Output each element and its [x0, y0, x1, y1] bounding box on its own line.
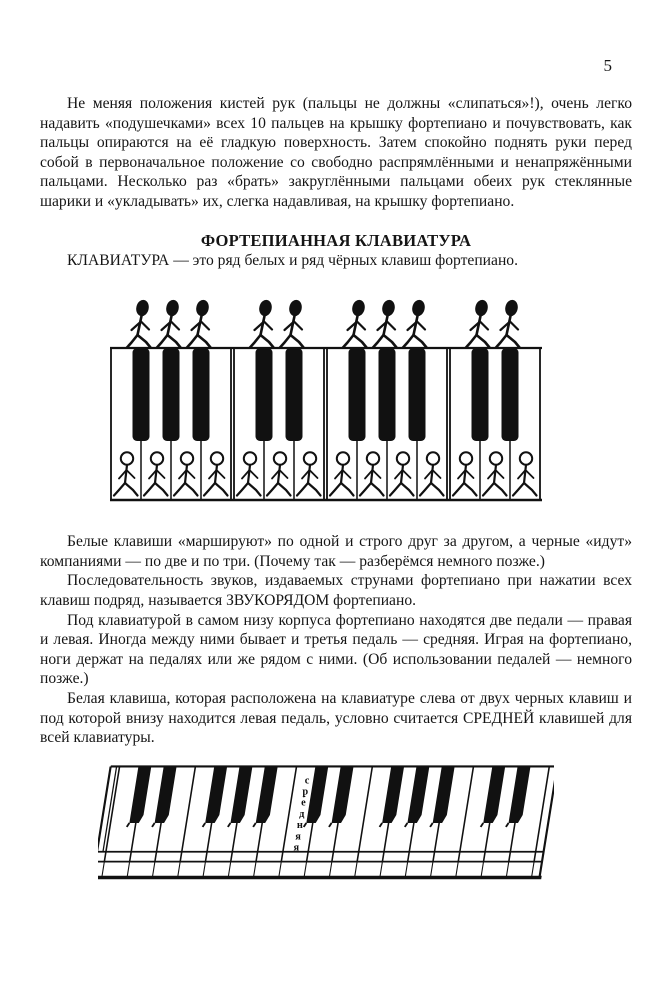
body-paragraph-middle-key: Белая клавиша, которая расположена на клавиатуре слева от двух черных клавиш и под которой внизу находится левая педаль, условно считается СРЕДНЕЙ клавишей для всей клавиатуры. [40, 689, 632, 747]
middle-key-keyboard-illustration [98, 752, 554, 885]
key-support-line [380, 861, 383, 877]
black-key [349, 348, 366, 441]
key-support-line [329, 861, 332, 877]
black-key [256, 766, 278, 823]
key-front-face-divider [155, 851, 157, 861]
page-content [40, 0, 632, 885]
key-support-line [532, 861, 535, 877]
key-support-line [430, 861, 433, 877]
black-key [306, 766, 328, 823]
white-key-divider [536, 766, 550, 851]
white-key-divider [359, 766, 373, 851]
black-key [509, 766, 531, 823]
definition-line: КЛАВИАТУРА — это ряд белых и ряд чёрных клавиш фортепиано. [67, 251, 518, 269]
black-key [433, 766, 455, 823]
key-front-face-divider [180, 851, 182, 861]
black-key-shadow [304, 823, 307, 827]
black-key-shadow [380, 823, 383, 827]
black-key [133, 348, 150, 441]
black-key [332, 766, 354, 823]
key-front-face-divider [281, 851, 283, 861]
middle-key-label-letter: я [293, 842, 300, 854]
key-front-face-divider [130, 851, 132, 861]
white-key-divider [182, 766, 196, 851]
marching-figure-icon [127, 299, 151, 348]
black-key [502, 348, 519, 441]
marching-keyboard-illustration [110, 293, 542, 505]
black-key-shadow [481, 823, 484, 827]
black-key-shadow [506, 823, 509, 827]
black-key-shadow [405, 823, 408, 827]
key-front-face-divider [332, 851, 334, 861]
black-key [230, 766, 252, 823]
key-support-line [253, 861, 256, 877]
figure-marching-keyboard [110, 293, 542, 505]
black-key-shadow [127, 823, 130, 827]
key-support-line [152, 861, 155, 877]
key-support-line [203, 861, 206, 877]
marching-figure-icon [466, 299, 490, 348]
middle-key-label-letter: д [299, 808, 305, 820]
key-front-face-divider [307, 851, 309, 861]
perspective-key-group [98, 766, 554, 877]
white-key-divider [460, 766, 474, 851]
black-key-shadow [329, 823, 332, 827]
key-support-line [178, 861, 181, 877]
black-key [483, 766, 505, 823]
marching-figure-icon [157, 299, 181, 348]
key-support-line [506, 861, 509, 877]
key-support-line [102, 861, 105, 877]
black-key [472, 348, 489, 441]
body-paragraph-pedals: Под клавиатурой в самом низу корпуса фортепиано находятся две педали — правая и левая. Иногда между ними бывает и третья педаль — средняя. Играя на фортепиано, ноги держат на педалях или же рядом с ними. (Об использовании педалей — немного позже.) [40, 611, 632, 688]
body-paragraph-zvukoryad: Последовательность звуков, издаваемых струнами фортепиано при нажатии всех клавиш подряд, называется ЗВУКОРЯДОМ фортепиано. [40, 572, 632, 609]
marching-figure-icon [373, 299, 397, 348]
black-key [205, 766, 227, 823]
key-support-line [127, 861, 130, 877]
keyboard-left-cheek-inner [103, 766, 117, 851]
middle-key-label-letter: е́ [301, 797, 306, 809]
black-key-shadow [253, 823, 256, 827]
black-key [407, 766, 429, 823]
black-key [155, 766, 177, 823]
key-support-line [279, 861, 282, 877]
middle-key-label-letter: с [304, 774, 310, 786]
key-front-face-divider [458, 851, 460, 861]
marching-figure-icon [403, 299, 427, 348]
key-front-face-divider [433, 851, 435, 861]
key-support-line [405, 861, 408, 877]
key-front-face-divider [509, 851, 511, 861]
key-support-line [228, 861, 231, 877]
middle-key-label-letter: р [302, 786, 309, 798]
key-support-line [456, 861, 459, 877]
key-front-face-divider [205, 851, 207, 861]
black-key [129, 766, 151, 823]
black-key-shadow [228, 823, 231, 827]
marching-figure-icon [343, 299, 367, 348]
marching-figure-icon [280, 299, 304, 348]
black-key [379, 348, 396, 441]
key-front-face-divider [104, 851, 106, 861]
key-support-line [304, 861, 307, 877]
black-key-shadow [430, 823, 433, 827]
key-front-face-divider [382, 851, 384, 861]
key-support-line [481, 861, 484, 877]
black-key-shadow [203, 823, 206, 827]
key-front-face-divider [408, 851, 410, 861]
key-front-face-divider [231, 851, 233, 861]
key-front-face-divider [357, 851, 359, 861]
black-key [382, 766, 404, 823]
body-paragraph-white-black-keys: Белые клавиши «маршируют» по одной и строго друг за другом, а черные «идут» компаниями — по две и по три. (Почему так — разберёмся немного позже.) [40, 533, 632, 570]
middle-key-label-letter: н [296, 819, 303, 831]
figure-middle-key-keyboard [98, 752, 554, 885]
black-key [409, 348, 426, 441]
black-key-shadow [152, 823, 155, 827]
key-support-line [355, 861, 358, 877]
black-key [193, 348, 210, 441]
section-heading: ФОРТЕПИАННАЯ КЛАВИАТУРА [200, 230, 472, 250]
black-key [286, 348, 303, 441]
marching-figure-icon [187, 299, 211, 348]
black-key [256, 348, 273, 441]
middle-key-label-letter: я [295, 831, 301, 843]
page-number: 5 [603, 56, 612, 75]
key-front-face-divider [534, 851, 536, 861]
intro-paragraph: Не меняя положения кистей рук (пальцы не должны «слипаться»!), очень легко надавить «подушечками» всех 10 пальцев на крышку фортепиано и почувствовать, как пальцы опираются на её гладкую поверхность. Затем спокойно поднять руки перед собой в первоначальное положение со свободно распрямлёнными и ненапряжёнными пальцами. Несколько раз «брать» закруглёнными пальцами обеих рук стеклянные шарики и «укладывать» их, слегка надавливая, на крышку фортепиано. [40, 95, 632, 210]
key-front-face-divider [256, 851, 258, 861]
marching-figure-icon [250, 299, 274, 348]
black-key [163, 348, 180, 441]
key-front-face-divider [484, 851, 486, 861]
marching-figure-icon [496, 299, 520, 348]
